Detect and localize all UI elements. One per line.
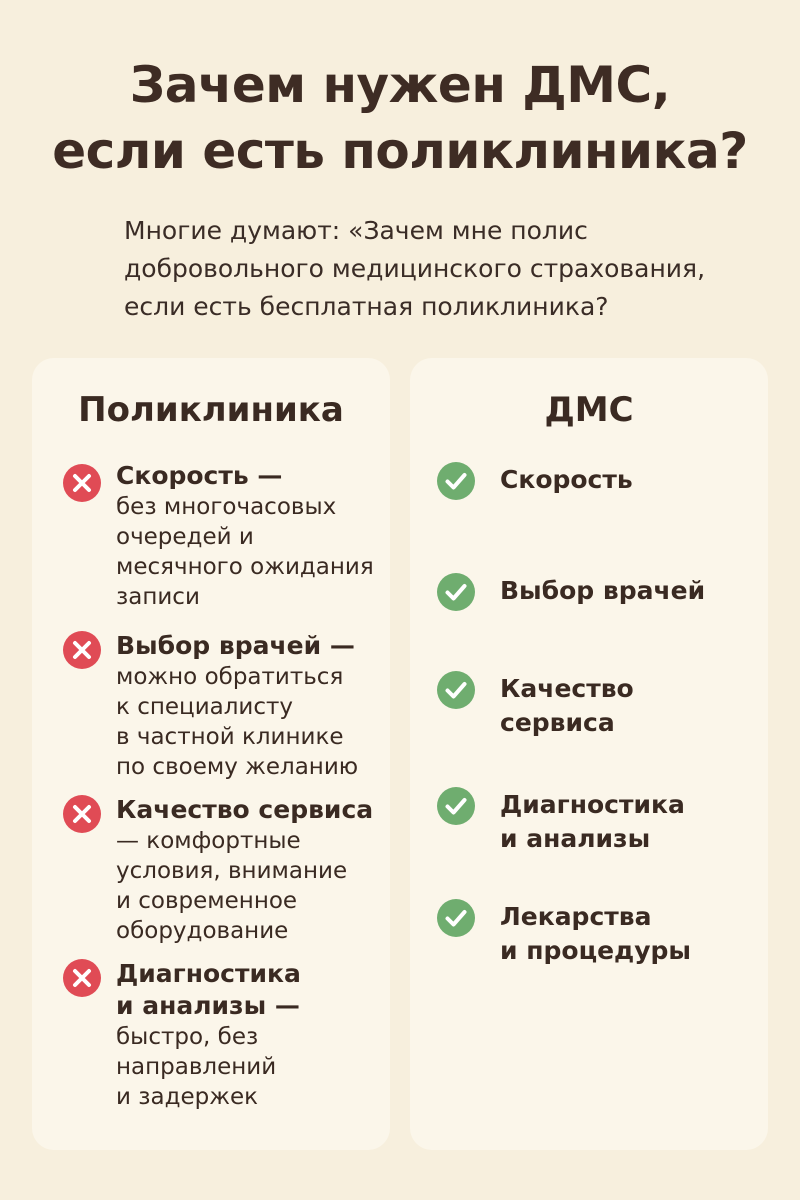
dms-item-medicines xyxy=(500,900,760,968)
item-heading-2: и анализы xyxy=(500,824,651,853)
dms-item-doctors xyxy=(500,574,760,608)
polyclinic-item-service xyxy=(116,794,396,946)
item-line: оборудование xyxy=(116,918,289,944)
item-line: — комфортные xyxy=(116,828,301,854)
dms-item-service xyxy=(500,672,760,740)
intro-line-2: добровольного медицинского страхования, xyxy=(124,254,706,283)
polyclinic-card-title: Поликлиника xyxy=(78,390,344,430)
item-heading: Лекарства xyxy=(500,902,652,931)
cross-circle-icon xyxy=(62,630,102,670)
check-circle-icon xyxy=(436,898,476,938)
item-heading: Выбор врачей — xyxy=(116,631,355,660)
dms-item-speed xyxy=(500,463,760,497)
item-heading: Скорость xyxy=(500,465,633,494)
page-title xyxy=(0,52,800,184)
cross-circle-icon xyxy=(62,463,102,503)
item-line: к специалисту xyxy=(116,694,294,720)
item-heading: Диагностика xyxy=(116,959,301,988)
title-line-1: Зачем нужен ДМС, xyxy=(129,56,671,114)
check-circle-icon xyxy=(436,786,476,826)
item-heading: Скорость — xyxy=(116,461,283,490)
item-heading-2: сервиса xyxy=(500,708,615,737)
item-heading: Качество xyxy=(500,674,634,703)
polyclinic-item-speed xyxy=(116,460,396,612)
item-heading: Выбор врачей xyxy=(500,576,706,605)
item-line: месячного ожидания xyxy=(116,554,374,580)
dms-item-diagnostics xyxy=(500,788,760,856)
item-line: и задержек xyxy=(116,1084,258,1110)
item-line: быстро, без xyxy=(116,1024,259,1050)
item-line: по своему желанию xyxy=(116,754,359,780)
item-line: без многочасовых xyxy=(116,494,337,520)
item-line: условия, внимание xyxy=(116,858,348,884)
dms-card-title: ДМС xyxy=(544,390,634,430)
item-line: очередей и xyxy=(116,524,254,550)
item-line: в частной клинике xyxy=(116,724,344,750)
intro-line-1: Многие думают: «Зачем мне полис xyxy=(124,216,588,245)
cross-circle-icon xyxy=(62,958,102,998)
check-circle-icon xyxy=(436,670,476,710)
item-heading-2: и анализы — xyxy=(116,991,300,1020)
intro-line-3: если есть бесплатная поликлиника? xyxy=(124,292,609,321)
intro-text xyxy=(124,212,764,326)
item-line: можно обратиться xyxy=(116,664,344,690)
item-line: направлений xyxy=(116,1054,277,1080)
check-circle-icon xyxy=(436,572,476,612)
item-heading: Диагностика xyxy=(500,790,685,819)
item-line: записи xyxy=(116,584,200,610)
item-heading-2: и процедуры xyxy=(500,936,692,965)
item-line: и современное xyxy=(116,888,298,914)
check-circle-icon xyxy=(436,461,476,501)
item-heading: Качество сервиса xyxy=(116,795,374,824)
polyclinic-item-diagnostics xyxy=(116,958,396,1112)
polyclinic-item-doctors xyxy=(116,630,396,782)
title-line-2: если есть поликлиника? xyxy=(52,122,748,180)
cross-circle-icon xyxy=(62,794,102,834)
